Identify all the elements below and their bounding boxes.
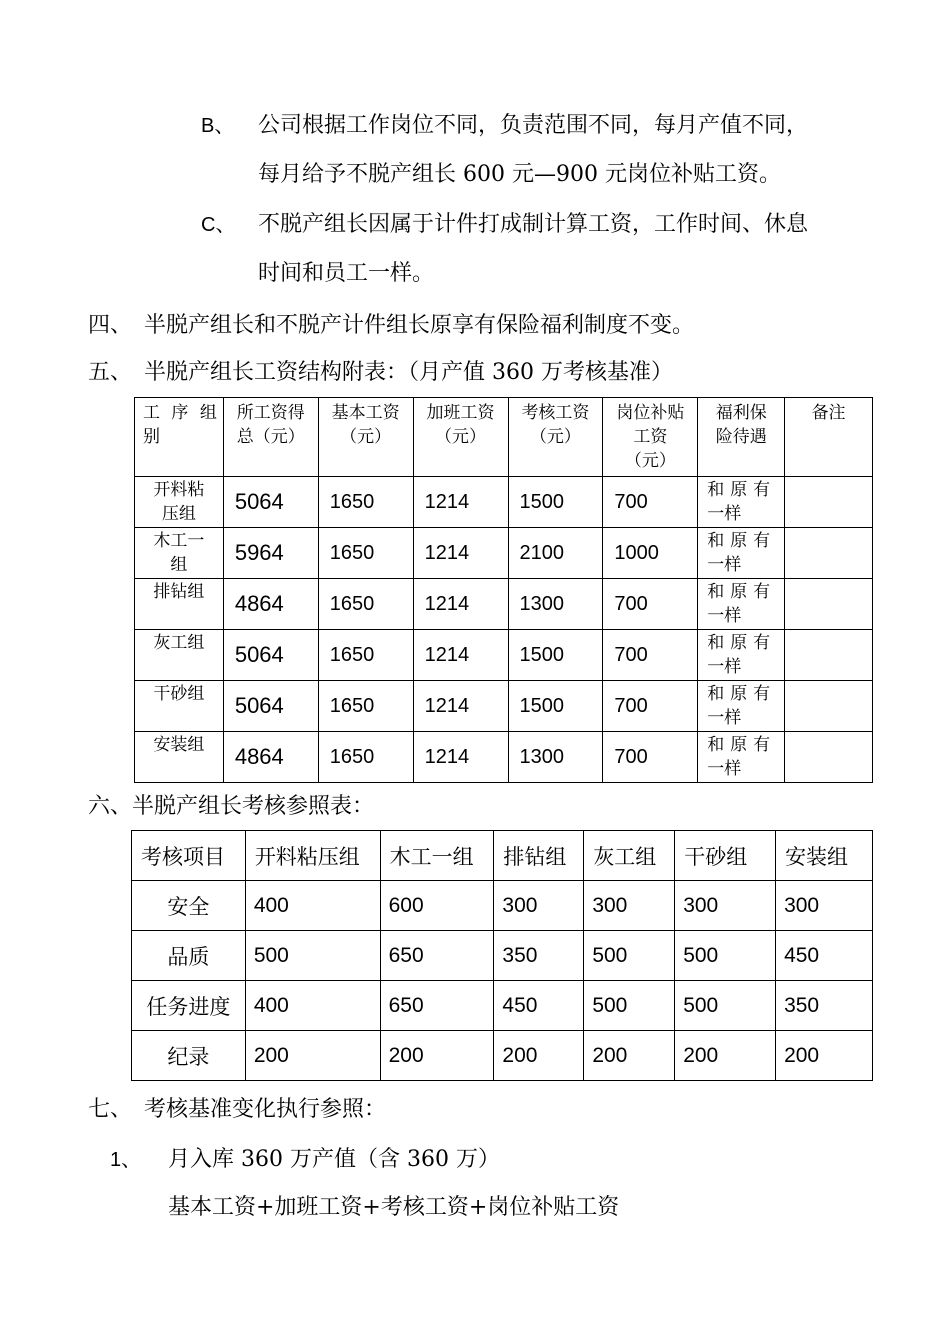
overtime-cell: 1214 bbox=[413, 681, 508, 732]
item-b-line2: 每月给予不脱产组长 600 元—900 元岗位补贴工资。 bbox=[258, 162, 781, 187]
basic-cell: 1650 bbox=[318, 477, 413, 528]
table-row bbox=[132, 1031, 873, 1081]
value-cell: 650 bbox=[380, 931, 494, 981]
overtime-cell: 1214 bbox=[413, 732, 508, 783]
value-cell: 200 bbox=[776, 1031, 873, 1081]
assess-cell: 2100 bbox=[508, 528, 603, 579]
value-cell: 300 bbox=[776, 881, 873, 931]
value-cell: 200 bbox=[494, 1031, 584, 1081]
table-row bbox=[132, 881, 873, 931]
value-cell: 450 bbox=[776, 931, 873, 981]
header-cell: 考核项目 bbox=[132, 831, 246, 881]
value-cell: 350 bbox=[494, 931, 584, 981]
table-row bbox=[135, 630, 873, 681]
table-row bbox=[132, 981, 873, 1031]
welfare-cell: 和 原 有 一样 bbox=[698, 630, 785, 681]
item-1-marker: 1、 bbox=[110, 1149, 142, 1171]
basic-cell: 1650 bbox=[318, 630, 413, 681]
value-cell: 500 bbox=[584, 931, 675, 981]
assess-cell: 1500 bbox=[508, 630, 603, 681]
note-cell bbox=[785, 732, 873, 783]
subsidy-cell: 700 bbox=[603, 630, 698, 681]
subsidy-cell: 1000 bbox=[603, 528, 698, 579]
value-cell: 500 bbox=[675, 931, 776, 981]
item-c-line2: 时间和员工一样。 bbox=[258, 261, 435, 286]
basic-cell: 1650 bbox=[318, 732, 413, 783]
welfare-cell: 和 原 有 一样 bbox=[698, 579, 785, 630]
header-cell: 排钻组 bbox=[494, 831, 584, 881]
overtime-cell: 1214 bbox=[413, 528, 508, 579]
header-cell: 工 序 组 别 bbox=[135, 398, 224, 477]
item-c-line1: 不脱产组长因属于计件打成制计算工资，工作时间、休息 bbox=[258, 212, 809, 237]
group-cell: 灰工组 bbox=[135, 630, 224, 681]
item-b-line1: 公司根据工作岗位不同，负责范围不同，每月产值不同， bbox=[258, 113, 809, 138]
value-cell: 500 bbox=[245, 931, 380, 981]
header-cell: 干砂组 bbox=[675, 831, 776, 881]
header-cell: 开料粘压组 bbox=[245, 831, 380, 881]
note-cell bbox=[785, 528, 873, 579]
value-cell: 400 bbox=[245, 981, 380, 1031]
group-cell: 干砂组 bbox=[135, 681, 224, 732]
value-cell: 350 bbox=[776, 981, 873, 1031]
section-five-marker: 五、 bbox=[88, 360, 133, 385]
header-cell: 福利保 险待遇 bbox=[698, 398, 785, 477]
header-cell: 岗位补贴 工资 （元） bbox=[603, 398, 698, 477]
note-cell bbox=[785, 579, 873, 630]
value-cell: 500 bbox=[675, 981, 776, 1031]
note-cell bbox=[785, 630, 873, 681]
value-cell: 200 bbox=[380, 1031, 494, 1081]
value-cell: 300 bbox=[494, 881, 584, 931]
header-cell: 备注 bbox=[785, 398, 873, 477]
header-cell: 基本工资 （元） bbox=[318, 398, 413, 477]
overtime-cell: 1214 bbox=[413, 579, 508, 630]
assess-cell: 1300 bbox=[508, 579, 603, 630]
section-six-title: 六、半脱产组长考核参照表： bbox=[88, 794, 375, 819]
value-cell: 300 bbox=[584, 881, 675, 931]
note-cell bbox=[785, 681, 873, 732]
value-cell: 200 bbox=[584, 1031, 675, 1081]
subsidy-cell: 700 bbox=[603, 477, 698, 528]
table-row bbox=[135, 477, 873, 528]
section-four-text: 半脱产组长和不脱产计件组长原享有保险福利制度不变。 bbox=[144, 313, 695, 338]
total-cell: 5964 bbox=[223, 528, 318, 579]
group-cell: 木工一 组 bbox=[135, 528, 224, 579]
table-row bbox=[135, 528, 873, 579]
overtime-cell: 1214 bbox=[413, 477, 508, 528]
item-c-marker: C、 bbox=[201, 214, 236, 236]
header-cell: 安装组 bbox=[776, 831, 873, 881]
value-cell: 450 bbox=[494, 981, 584, 1031]
welfare-cell: 和 原 有 一样 bbox=[698, 528, 785, 579]
subsidy-cell: 700 bbox=[603, 579, 698, 630]
assessment-table bbox=[131, 830, 873, 1081]
total-cell: 5064 bbox=[223, 630, 318, 681]
section-seven-marker: 七、 bbox=[88, 1097, 133, 1122]
value-cell: 200 bbox=[675, 1031, 776, 1081]
header-cell: 灰工组 bbox=[584, 831, 675, 881]
assess-cell: 1500 bbox=[508, 477, 603, 528]
assess-cell: 1300 bbox=[508, 732, 603, 783]
header-cell: 加班工资 （元） bbox=[413, 398, 508, 477]
table-row bbox=[135, 579, 873, 630]
table-row bbox=[135, 732, 873, 783]
total-cell: 5064 bbox=[223, 681, 318, 732]
subsidy-cell: 700 bbox=[603, 732, 698, 783]
welfare-cell: 和 原 有 一样 bbox=[698, 681, 785, 732]
item-b-marker: B、 bbox=[201, 115, 235, 137]
section-seven-text: 考核基准变化执行参照： bbox=[144, 1097, 387, 1122]
item-cell: 品质 bbox=[132, 931, 246, 981]
header-cell: 所工资得 总（元） bbox=[223, 398, 318, 477]
basic-cell: 1650 bbox=[318, 681, 413, 732]
value-cell: 300 bbox=[675, 881, 776, 931]
group-cell: 安装组 bbox=[135, 732, 224, 783]
value-cell: 200 bbox=[245, 1031, 380, 1081]
section-four-marker: 四、 bbox=[88, 313, 133, 338]
total-cell: 4864 bbox=[223, 732, 318, 783]
group-cell: 开料粘 压组 bbox=[135, 477, 224, 528]
welfare-cell: 和 原 有 一样 bbox=[698, 732, 785, 783]
overtime-cell: 1214 bbox=[413, 630, 508, 681]
salary-table-header-row bbox=[135, 398, 873, 477]
assess-cell: 1500 bbox=[508, 681, 603, 732]
total-cell: 4864 bbox=[223, 579, 318, 630]
section-five-text: 半脱产组长工资结构附表：（月产值 360 万考核基准） bbox=[144, 360, 673, 385]
header-cell: 考核工资 （元） bbox=[508, 398, 603, 477]
table-row bbox=[135, 681, 873, 732]
salary-structure-table bbox=[134, 397, 873, 783]
value-cell: 650 bbox=[380, 981, 494, 1031]
value-cell: 400 bbox=[245, 881, 380, 931]
basic-cell: 1650 bbox=[318, 579, 413, 630]
table-row bbox=[132, 931, 873, 981]
item-cell: 纪录 bbox=[132, 1031, 246, 1081]
header-cell: 木工一组 bbox=[380, 831, 494, 881]
value-cell: 500 bbox=[584, 981, 675, 1031]
item-cell: 任务进度 bbox=[132, 981, 246, 1031]
item-1-formula: 基本工资+加班工资+考核工资+岗位补贴工资 bbox=[168, 1195, 620, 1220]
assessment-header-row bbox=[132, 831, 873, 881]
welfare-cell: 和 原 有 一样 bbox=[698, 477, 785, 528]
subsidy-cell: 700 bbox=[603, 681, 698, 732]
basic-cell: 1650 bbox=[318, 528, 413, 579]
item-cell: 安全 bbox=[132, 881, 246, 931]
note-cell bbox=[785, 477, 873, 528]
total-cell: 5064 bbox=[223, 477, 318, 528]
item-1-text: 月入库 360 万产值（含 360 万） bbox=[168, 1147, 500, 1172]
group-cell: 排钻组 bbox=[135, 579, 224, 630]
value-cell: 600 bbox=[380, 881, 494, 931]
